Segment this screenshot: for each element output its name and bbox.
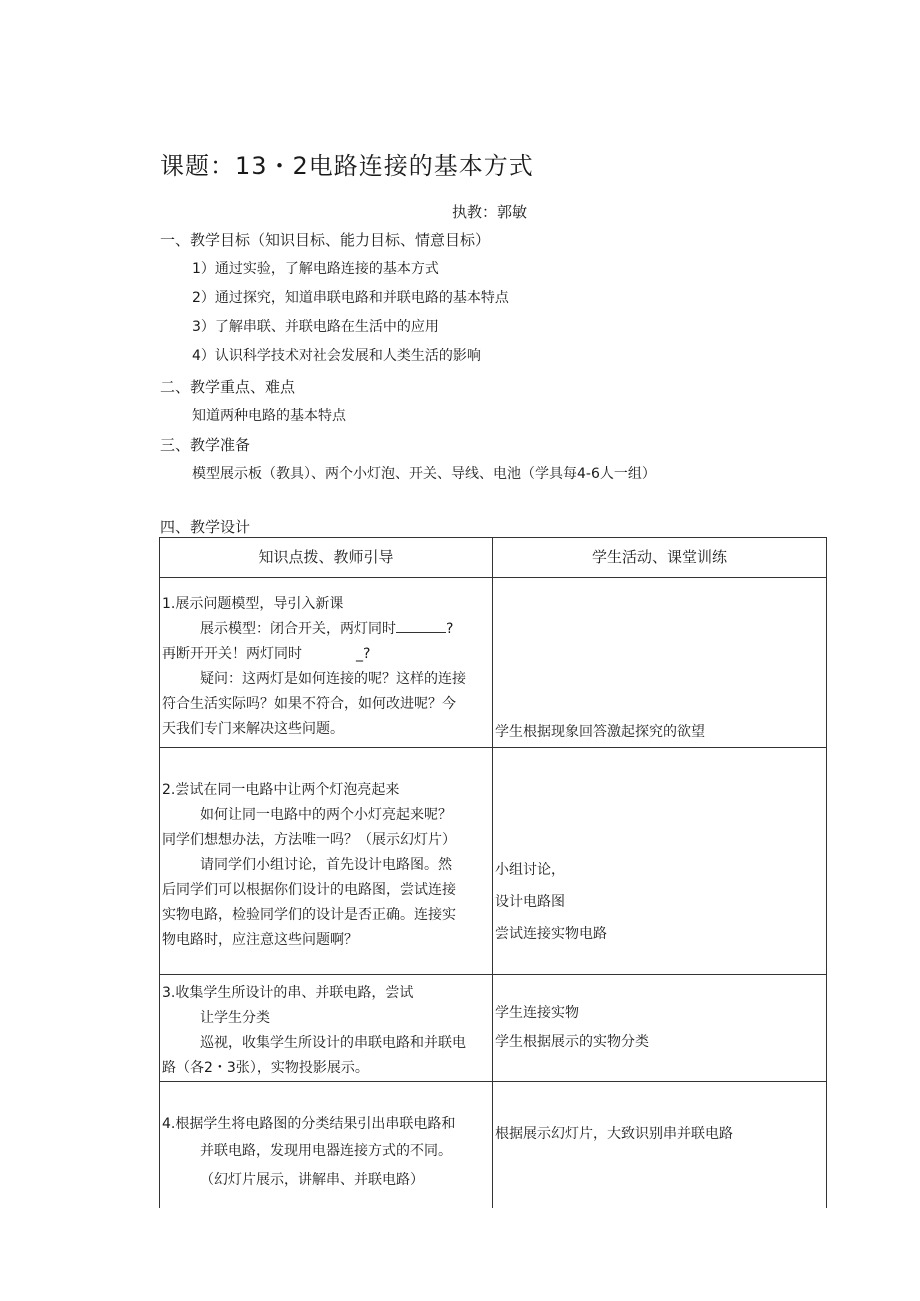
teacher-guidance-cell xyxy=(160,748,493,975)
step-heading: 3.收集学生所设计的串、并联电路，尝试 xyxy=(162,985,414,1001)
text-line: 学生根据展示的实物分类 xyxy=(495,1034,649,1050)
student-activity-cell xyxy=(493,578,827,748)
table-row xyxy=(160,1082,827,1209)
fill-blank xyxy=(396,618,446,633)
text-line: 学生根据现象回答激起探究的欲望 xyxy=(495,724,705,740)
text-line: 实物电路，检验同学们的设计是否正确。连接实 xyxy=(162,907,456,923)
text-line: 物电路时，应注意这些问题啊？ xyxy=(162,932,358,948)
objective-item: 4）认识科学技术对社会发展和人类生活的影响 xyxy=(192,348,481,364)
text-line: 路（各2・3张），实物投影展示。 xyxy=(162,1060,369,1076)
text-line: 再断开开关！两灯同时 xyxy=(162,646,302,662)
text-line: 同学们想想办法，方法唯一吗？（展示幻灯片） xyxy=(162,832,456,848)
keypoints-text: 知道两种电路的基本特点 xyxy=(192,408,346,424)
text-line: 符合生活实际吗？如果不符合，如何改进呢？今 xyxy=(162,696,456,712)
table-row xyxy=(160,578,827,748)
student-activity-cell xyxy=(493,1082,827,1209)
table-row xyxy=(160,975,827,1082)
section-heading-preparation: 三、教学准备 xyxy=(160,436,251,454)
table-header-cell: 学生活动、课堂训练 xyxy=(493,538,827,578)
section-heading-objectives: 一、教学目标（知识目标、能力目标、情意目标） xyxy=(160,231,491,249)
step-heading: 4.根据学生将电路图的分类结果引出串联电路和 xyxy=(162,1116,456,1132)
page-title: 课题：13・2电路连接的基本方式 xyxy=(160,152,534,180)
step-heading: 2.尝试在同一电路中让两个灯泡亮起来 xyxy=(162,782,400,798)
table-header-cell: 知识点拨、教师引导 xyxy=(160,538,493,578)
objective-item: 1）通过实验，了解电路连接的基本方式 xyxy=(192,261,439,277)
objective-item: 3）了解串联、并联电路在生活中的应用 xyxy=(192,319,439,335)
text-line: 设计电路图 xyxy=(495,894,565,910)
text-line: 并联电路，发现用电器连接方式的不同。 xyxy=(200,1143,452,1159)
student-activity-cell xyxy=(493,748,827,975)
text-line: 后同学们可以根据你们设计的电路图，尝试连接 xyxy=(162,882,456,898)
teacher-name: 执教：郭敏 xyxy=(452,203,528,221)
teacher-guidance-cell xyxy=(160,578,493,748)
text-line: 请同学们小组讨论，首先设计电路图。然 xyxy=(200,857,452,873)
text-line: 学生连接实物 xyxy=(495,1005,579,1021)
objective-item: 2）通过探究，知道串联电路和并联电路的基本特点 xyxy=(192,290,509,306)
table-header-row xyxy=(160,538,827,578)
text-line: （幻灯片展示，讲解串、并联电路） xyxy=(200,1172,424,1188)
text-line: ? xyxy=(446,621,454,637)
student-activity-cell xyxy=(493,975,827,1082)
preparation-text: 模型展示板（教具）、两个小灯泡、开关、导线、电池（学具每4-6人一组） xyxy=(192,466,656,482)
text-line: _? xyxy=(356,646,371,662)
text-line: 巡视，收集学生所设计的串联电路和并联电 xyxy=(200,1035,466,1051)
section-heading-design: 四、教学设计 xyxy=(160,518,251,536)
teacher-guidance-cell xyxy=(160,975,493,1082)
text-line: 疑问：这两灯是如何连接的呢？这样的连接 xyxy=(200,671,466,687)
text-line: 小组讨论， xyxy=(495,862,565,878)
table-row xyxy=(160,748,827,975)
teacher-guidance-cell xyxy=(160,1082,493,1209)
text-line: 根据展示幻灯片，大致识别串并联电路 xyxy=(495,1126,733,1142)
text-line: 尝试连接实物电路 xyxy=(495,926,607,942)
lesson-design-table xyxy=(159,537,827,1208)
text-line: 展示模型：闭合开关，两灯同时 xyxy=(200,621,396,637)
text-line: 让学生分类 xyxy=(200,1010,270,1026)
text-line: 如何让同一电路中的两个小灯亮起来呢？ xyxy=(200,807,452,823)
section-heading-keypoints: 二、教学重点、难点 xyxy=(160,378,296,396)
text-line: 天我们专门来解决这些问题。 xyxy=(162,721,344,737)
step-heading: 1.展示问题模型，导引入新课 xyxy=(162,596,344,612)
